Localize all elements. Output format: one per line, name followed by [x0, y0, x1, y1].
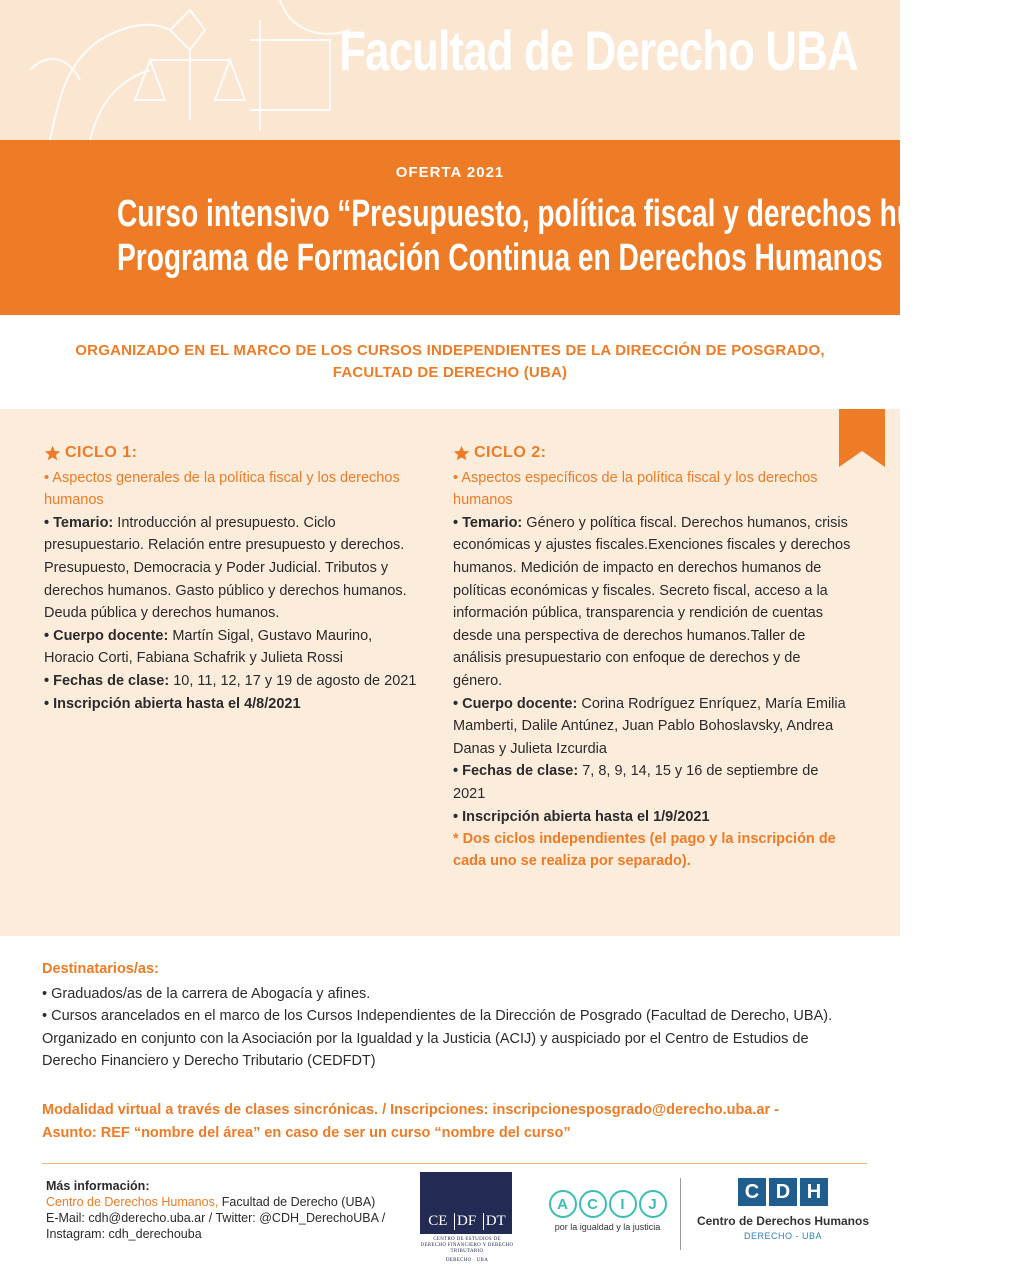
recipients-title: Destinatarios/as: [42, 961, 159, 977]
offer-label: OFERTA 2021 [395, 164, 505, 181]
faculty-name: Facultad de Derecho (UBA) [218, 1195, 376, 1209]
center-link[interactable]: Centro de Derechos Humanos, [46, 1195, 219, 1209]
faculty-title: Facultad de Derecho UBA [339, 19, 858, 82]
cycles-panel [0, 409, 900, 936]
more-info [46, 1178, 416, 1242]
acij-letter: C [579, 1190, 607, 1218]
cycle-2-enrollment: • Inscripción abierta hasta el 1/9/2021 [453, 808, 710, 825]
logo-divider [680, 1178, 681, 1250]
cdh-letter: H [800, 1178, 828, 1206]
syllabus-text: Género y política fiscal. Derechos humanos, crisis económicas y ajustes fiscales.Exenciones fiscales y derechos humanos. Medición de impacto en derechos humanos de políticas económicas y fiscales. Secreto fiscal, acceso a la información pública, transparencia y rendición de cuentas desde una perspectiva de derechos humanos.Taller de análisis presupuestario con enfoque de derechos y de género. [453, 514, 851, 689]
cycle-1-topic: • Aspectos generales de la política fiscal y los derechos humanos [44, 469, 400, 509]
syllabus-label: • Temario: [453, 514, 523, 531]
dates-label: • Fechas de clase: [453, 763, 579, 780]
star-icon [44, 445, 61, 462]
cycle-1-heading [44, 442, 419, 465]
more-info-title: Más información: [46, 1179, 150, 1193]
cycle-1-dates [44, 670, 419, 693]
faculty-label: • Cuerpo docente: [44, 627, 169, 644]
cycle-1-syllabus [44, 512, 419, 625]
cycle-2-title: CICLO 2: [474, 444, 547, 461]
faculty-text: Martín Sigal, Gustavo Maurino, Horacio Corti, Fabiana Schafrik y Julieta Rossi [44, 627, 373, 667]
modality-line1: Modalidad virtual a través de clases sincrónicas. / Inscripciones: inscripcionesposgrado@derecho.uba.ar - [42, 1102, 779, 1118]
course-title-line2: Programa de Formación Continua en Derechos Humanos [117, 237, 883, 279]
cycle-2-heading [453, 442, 853, 465]
cycle-2-syllabus [453, 512, 853, 693]
cdh-sub: DERECHO - UBA [743, 1231, 822, 1241]
acij-letter: J [639, 1190, 667, 1218]
title-band [0, 140, 1019, 315]
organizer-line2: FACULTAD DE DERECHO (UBA) [332, 364, 568, 381]
acij-letter: I [609, 1190, 637, 1218]
cycle-1-enrollment: • Inscripción abierta hasta el 4/8/2021 [44, 695, 301, 712]
recipients-item: • Graduados/as de la carrera de Abogacía y afines. [42, 985, 371, 1002]
acij-letter: A [549, 1190, 577, 1218]
cedfdt-logo [420, 1172, 514, 1264]
acij-mark [545, 1190, 670, 1218]
cycle-2-dates [453, 760, 853, 805]
cycle-1-title: CICLO 1: [65, 444, 138, 461]
separate-cycles-note: * Dos ciclos independientes (el pago y la inscripción de cada uno se realiza por separado). [453, 831, 836, 870]
cedfdt-letters: DF [454, 1213, 476, 1230]
contact-line2: Instagram: cdh_derechouba [46, 1227, 202, 1241]
acij-tagline: por la igualdad y la justicia [554, 1222, 661, 1232]
justice-illustration-icon [30, 0, 390, 140]
footer-divider [42, 1163, 867, 1164]
syllabus-text: Introducción al presupuesto. Ciclo presupuestario. Relación entre presupuesto y derechos. Presupuesto, Democracia y Poder Judicial. Tributos y derechos humanos. Gasto público y derechos humanos. Deuda pública y derechos humanos. [44, 514, 407, 622]
dates-label: • Fechas de clase: [44, 672, 170, 689]
organizer-note [0, 340, 900, 384]
recipients-section [42, 958, 862, 1073]
organizer-line1: ORGANIZADO EN EL MARCO DE LOS CURSOS INDEPENDIENTES DE LA DIRECCIÓN DE POSGRADO, [75, 342, 825, 359]
cycle-2-faculty [453, 693, 853, 761]
cdh-logo [688, 1178, 878, 1241]
cdh-letter: D [769, 1178, 797, 1206]
cycle-2 [453, 442, 853, 872]
modality-section [42, 1099, 882, 1144]
cedfdt-sub: DERECHO · UBA [445, 1258, 489, 1263]
dates-text: 10, 11, 12, 17 y 19 de agosto de 2021 [169, 672, 417, 689]
recipients-item: • Cursos arancelados en el marco de los Cursos Independientes de la Dirección de Posgrado (Facultad de Derecho, UBA). Organizado en conjunto con la Asociación por la Igualdad y la Justicia (ACIJ) y auspiciado por el Centro de Estudios de Derecho Financiero y Derecho Tributario (CEDFDT) [42, 1008, 833, 1069]
star-icon [453, 445, 470, 462]
top-banner [0, 0, 900, 140]
more-info-center [46, 1194, 416, 1210]
cycle-2-topic: • Aspectos específicos de la política fiscal y los derechos humanos [453, 469, 818, 509]
cdh-name: Centro de Derechos Humanos [696, 1214, 870, 1228]
cdh-letter: C [738, 1178, 766, 1206]
cedfdt-letters: DT [483, 1213, 506, 1230]
contact-line1: E-Mail: cdh@derecho.uba.ar / Twitter: @CDH_DerechoUBA / [46, 1211, 386, 1225]
cedfdt-caption: CENTRO DE ESTUDIOS DE DERECHO FINANCIERO Y DERECHO TRIBUTARIO [420, 1237, 514, 1254]
acij-logo [545, 1190, 670, 1232]
course-title [117, 192, 1019, 280]
course-title-line1: Curso intensivo “Presupuesto, política fiscal y derechos humanos” [117, 193, 1019, 235]
cycle-1 [44, 442, 419, 715]
dates-text: 7, 8, 9, 14, 15 y 16 de septiembre de 2021 [453, 763, 819, 802]
cdh-mark [688, 1178, 878, 1206]
faculty-text: Corina Rodríguez Enríquez, María Emilia Mamberti, Dalile Antúnez, Juan Pablo Bohoslavsky, Andrea Danas y Julieta Izcurdia [453, 695, 846, 757]
cedfdt-letters: CE [428, 1213, 448, 1229]
faculty-label: • Cuerpo docente: [453, 695, 578, 712]
cedfdt-mark [420, 1172, 512, 1234]
syllabus-label: • Temario: [44, 514, 114, 531]
modality-line2: Asunto: REF “nombre del área” en caso de ser un curso “nombre del curso” [42, 1124, 571, 1141]
cycle-1-faculty [44, 625, 419, 670]
